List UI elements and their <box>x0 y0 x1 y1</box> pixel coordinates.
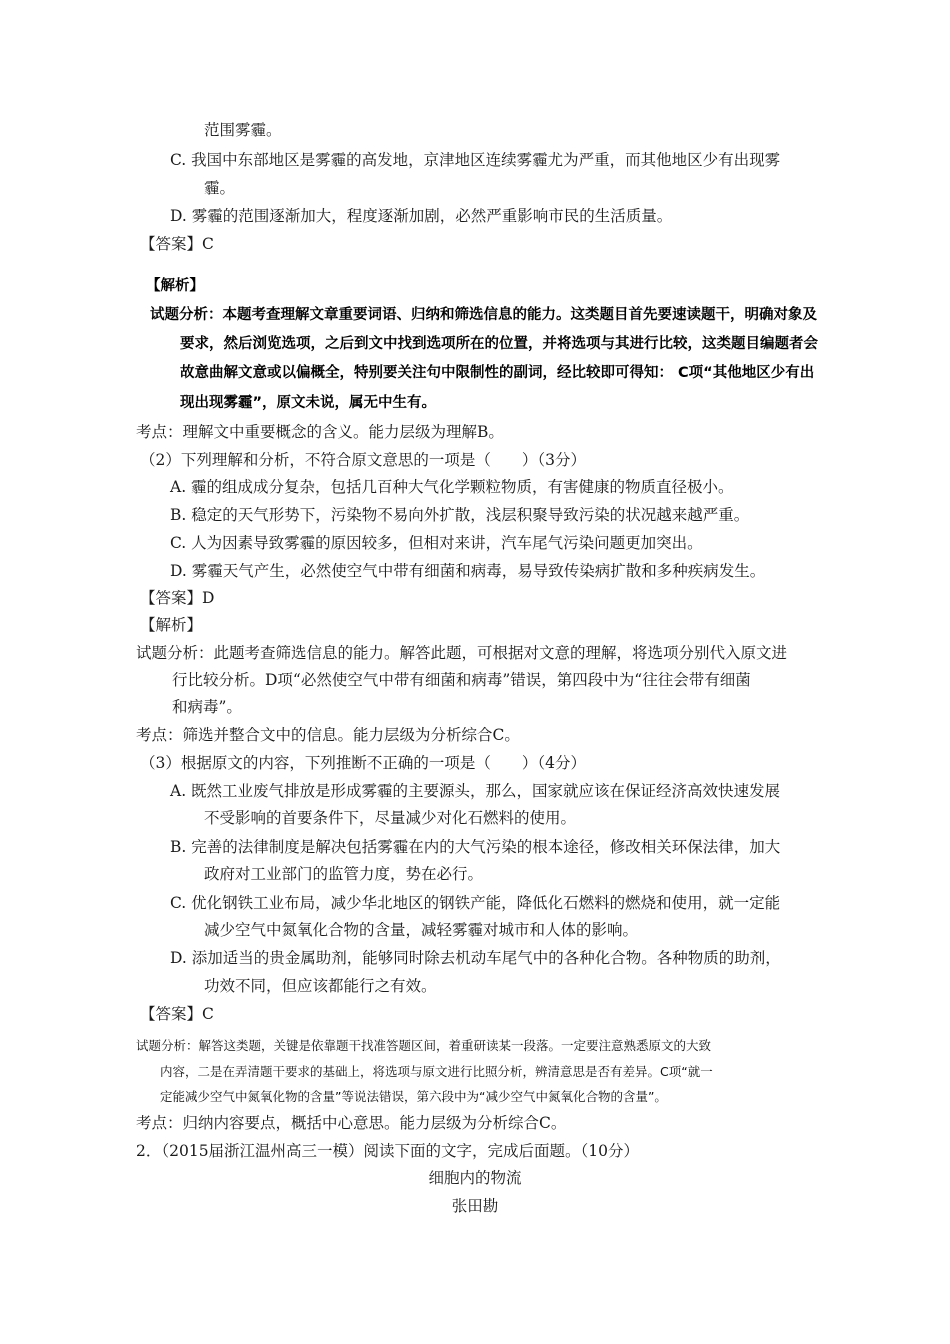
q1-kaodian: 考点：理解文中重要概念的含义。能力层级为理解B。 <box>136 423 504 441</box>
q3-answer: 【答案】C <box>140 1005 214 1023</box>
q1-option-d: D. 雾霾的范围逐渐加大，程度逐渐加剧，必然严重影响市民的生活质量。 <box>170 207 673 225</box>
next-question-stem: 2．（2015届浙江温州高三一模）阅读下面的文字，完成后面题。（10分） <box>136 1142 640 1160</box>
q2-option-b: B. 稳定的天气形势下，污染物不易向外扩散，浅层积聚导致污染的状况越来越严重。 <box>170 506 750 524</box>
passage-title: 细胞内的物流 <box>428 1169 522 1187</box>
q2-kaodian: 考点：筛选并整合文中的信息。能力层级为分析综合C。 <box>136 726 520 744</box>
q1-option-c-continuation: 霾。 <box>204 179 236 197</box>
q3-option-d-continuation: 功效不同，但应该都能行之有效。 <box>204 977 437 995</box>
q3-analysis-line-1: 试题分析：解答这类题，关键是依靠题干找准答题区间，着重研读某一段落。一定要注意熟悉原文的大致 <box>136 1038 712 1053</box>
q2-option-a: A. 霾的组成成分复杂，包括几百种大气化学颗粒物质，有害健康的物质直径极小。 <box>170 478 734 496</box>
q3-option-a-continuation: 不受影响的首要条件下，尽量减少对化石燃料的使用。 <box>204 809 577 827</box>
passage-author: 张田勘 <box>451 1197 499 1215</box>
q3-analysis-line-2: 内容，二是在弄清题干要求的基础上，将选项与原文进行比照分析，辨清意思是否有差异。C项“就一 <box>160 1064 713 1079</box>
q1-analysis-label: 【解析】 <box>146 278 204 294</box>
q3-option-c: C. 优化钢铁工业布局，减少华北地区的钢铁产能，降低化石燃料的燃烧和使用，就一定能 <box>170 894 781 912</box>
q3-stem: （3）根据原文的内容，下列推断不正确的一项是（ ）（4分） <box>140 754 586 772</box>
q3-option-d: D. 添加适当的贵金属助剂，能够同时除去机动车尾气中的各种化合物。各种物质的助剂， <box>170 949 781 967</box>
q1-option-c: C. 我国中东部地区是雾霾的高发地，京津地区连续雾霾尤为严重，而其他地区少有出现雾 <box>170 151 781 169</box>
q2-stem: （2）下列理解和分析，不符合原文意思的一项是（ ）（3分） <box>140 451 586 469</box>
q3-option-a: A. 既然工业废气排放是形成雾霾的主要源头，那么，国家就应该在保证经济高效快速发展 <box>170 782 781 800</box>
q2-analysis-line-2: 行比较分析。D项“必然使空气中带有细菌和病毒”错误，第四段中为“往往会带有细菌 <box>172 671 751 689</box>
q3-kaodian: 考点：归纳内容要点，概括中心意思。能力层级为分析综合C。 <box>136 1114 567 1132</box>
q2-answer: 【答案】D <box>140 589 215 607</box>
q1-answer: 【答案】C <box>140 235 214 253</box>
q3-analysis-line-3: 定能减少空气中氮氧化物的含量”等说法错误，第六段中为“减少空气中氮氧化合物的含量”。 <box>160 1089 667 1104</box>
q1-option-b-continuation: 范围雾霾。 <box>204 121 282 139</box>
q2-analysis-line-1: 试题分析：此题考查筛选信息的能力。解答此题，可根据对文意的理解，将选项分别代入原文进 <box>136 644 788 662</box>
q3-option-b-continuation: 政府对工业部门的监管力度，势在必行。 <box>204 865 484 883</box>
q1-analysis-line-2: 要求，然后浏览选项，之后到文中找到选项所在的位置，并将选项与其进行比较，这类题目编题者会 <box>180 336 818 352</box>
q2-analysis-label: 【解析】 <box>140 616 203 634</box>
q2-option-d: D. 雾霾天气产生，必然使空气中带有细菌和病毒，易导致传染病扩散和多种疾病发生。 <box>170 562 766 580</box>
q2-option-c: C. 人为因素导致雾霾的原因较多，但相对来讲，汽车尾气污染问题更加突出。 <box>170 534 703 552</box>
q1-analysis-line-4: 现出现雾霾”，原文未说，属无中生有。 <box>180 395 437 411</box>
q1-analysis-line-3: 故意曲解文意或以偏概全，特别要关注句中限制性的副词，经比较即可得知： C项“其他地区少有出 <box>180 365 815 381</box>
q2-analysis-line-3: 和病毒”。 <box>172 698 242 716</box>
q3-option-c-continuation: 减少空气中氮氧化合物的含量，减轻雾霾对城市和人体的影响。 <box>204 921 639 939</box>
q1-analysis-line-1: 试题分析：本题考查理解文章重要词语、归纳和筛选信息的能力。这类题目首先要速读题干，明确对象及 <box>150 307 817 323</box>
q3-option-b: B. 完善的法律制度是解决包括雾霾在内的大气污染的根本途径，修改相关环保法律，加大 <box>170 838 781 856</box>
